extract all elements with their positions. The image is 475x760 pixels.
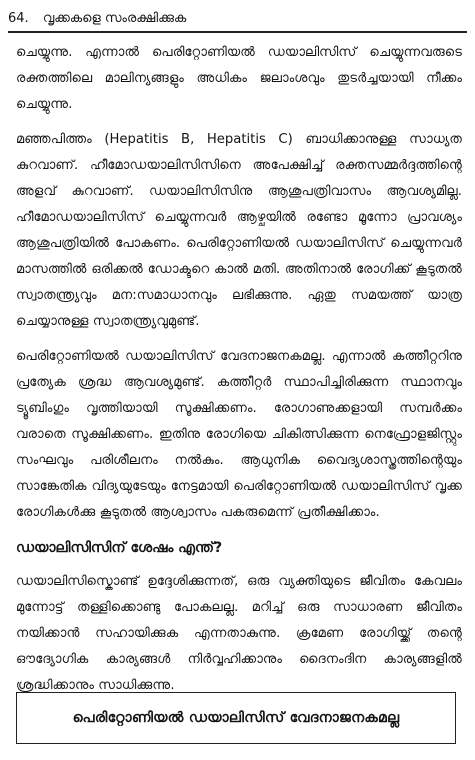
paragraph-catheter-care: പെരിറ്റോണിയൽ ഡയാലിസിസ് വേദനാജനകമല്ല. എന്നാൽ കത്തീറ്ററിനു പ്രത്യേക ശ്രദ്ധ ആവശ്യമുണ്ട്. കത്തീറ്റർ സ്ഥാപിച്ചിരിക്കുന്ന സ്ഥാനവും ട്യൂബിംഗും വൃത്തിയായി സൂക്ഷിക്കണം. രോഗാണുക്കളായി സമ്പർക്കം വരാതെ സൂക്ഷിക്കണം. ഇതിനു രോഗിയെ ചികിത്സിക്കുന്ന നെഫ്രോളജിസ്റ്റും സംഘവും പരിശീലനം നൽകും. ആധുനിക വൈദ്യശാസ്ത്രത്തിന്റെയും സാങ്കേതിക വിദ്യയുടേയും നേട്ടമായി പെരിറ്റോണിയൽ ഡയാലിസിസ് വൃക്ക രോഗികൾക്കു കൂടുതൽ ആശ്വാസം പകരുമെന്ന് പ്രതീക്ഷിക്കാം. <box>16 349 462 520</box>
page-body <box>16 40 462 708</box>
callout-box <box>16 692 456 744</box>
paragraph-hepatitis: മഞ്ഞപിത്തം (Hepatitis B, Hepatitis C) ബാധിക്കാനുള്ള സാധ്യത കുറവാണ്. ഹീമോഡയാലിസിസിനെ അപേക്ഷിച്ച് രക്തസമ്മർദ്ദത്തിന്റെ അളവ് കുറവാണ്. ഡയാലിസിസിനു ആശുപത്രിവാസം ആവശ്യമില്ല. ഹീമോഡയാലിസിസ് ചെയ്യുന്നവർ ആഴ്ചയിൽ രണ്ടോ മൂന്നോ പ്രാവശ്യം ആശുപത്രിയിൽ പോകണം. പെരിറ്റോണിയൽ ഡയാലിസിസ് ചെയ്യുന്നവർ മാസത്തിൽ ഒരിക്കൽ ഡോക്ടറെ കാൽ മതി. അതിനാൽ രോഗിക്ക് കൂടുതൽ സ്വാതന്ത്ര്യവും മന:സമാധാനവും ലഭിക്കുന്നു. ഏതു സമയത്ത് യാത്ര ചെയ്യാനുള്ള സ്വാതന്ത്ര്യവുമുണ്ട്. <box>16 132 462 329</box>
section-heading: ഡയാലിസിസിന് ശേഷം എന്ത്? <box>16 540 223 556</box>
page-number: 64. <box>8 11 29 26</box>
running-title: വൃക്കകളെ സംരക്ഷിക്കുക <box>42 11 187 26</box>
paragraph-after-dialysis: ഡയാലിസിസ്കൊണ്ട് ഉദ്ദേശിക്കുന്നത്, ഒരു വ്യക്തിയുടെ ജീവിതം കേവലം മുന്നോട്ട് തള്ളിക്കൊണ്ടു പോകലല്ല. മറിച്ച് ഒരു സാധാരണ ജീവിതം നയിക്കാൻ സഹായിക്കുക എന്നതാകുന്നു. ക്രമേണ രോഗിയ്ക്ക് തന്റെ ഔദ്യോഗിക കാര്യങ്ങൾ നിർവ്വഹിക്കാനും ദൈനംദിന കാര്യങ്ങളിൽ ശ്രദ്ധിക്കാനും സാധിക്കുന്നു. <box>16 574 462 693</box>
running-header <box>8 8 467 30</box>
header-divider <box>8 31 467 33</box>
paragraph-continuation: ചെയ്യുന്നു. എന്നാൽ പെരിറ്റോണിയൽ ഡയാലിസിസ് ചെയ്യുന്നവരുടെ രക്തത്തിലെ മാലിന്യങ്ങളും അധികം ജലാംശവും തുടർച്ചയായി നീക്കം ചെയ്യുന്നു. <box>16 45 462 112</box>
callout-text: പെരിറ്റോണിയൽ ഡയാലിസിസ് വേദനാജനകമല്ല <box>72 710 400 726</box>
